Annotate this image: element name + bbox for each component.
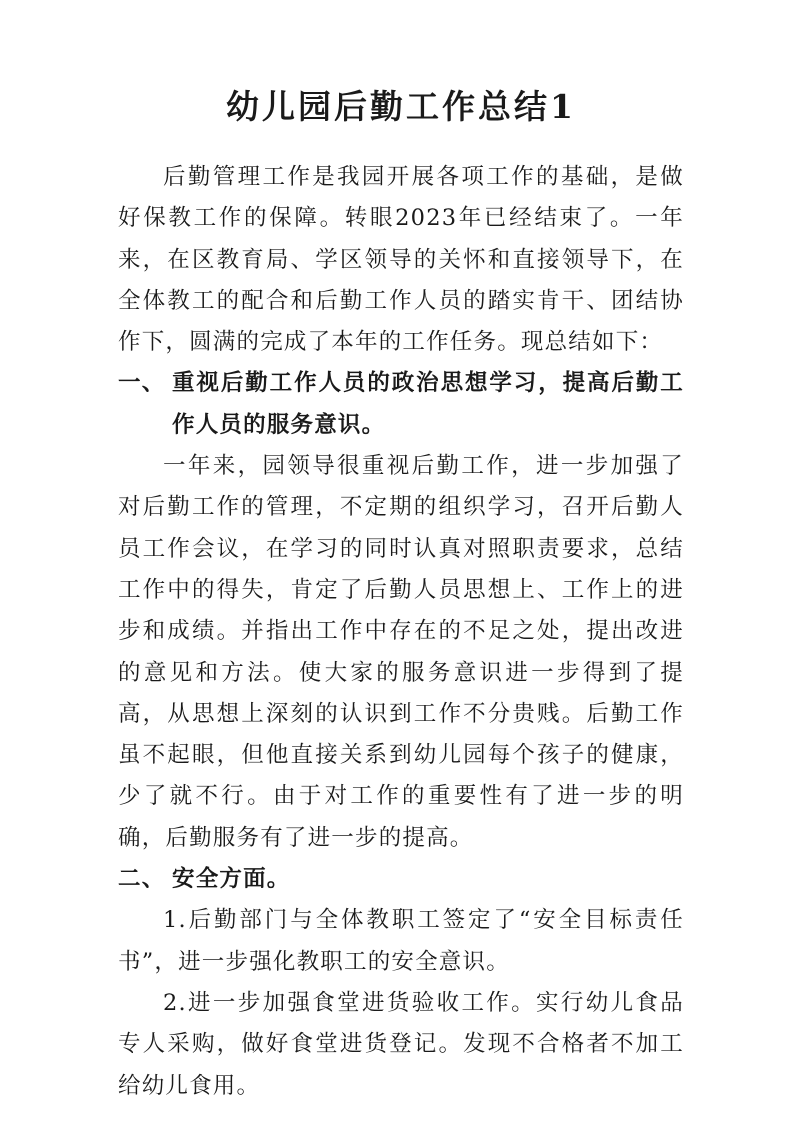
section-number: 二、 [118,866,166,893]
section-heading-text: 重视后勤工作人员的政治思想学习，提高后勤工作人员的服务意识。 [172,370,684,438]
section-heading-1 [118,363,684,446]
safety-item-1-paragraph: 1.后勤部门与全体教职工签定了“安全目标责任书”，进一步强化教职工的安全意识。 [118,907,684,975]
intro-paragraph: 后勤管理工作是我园开展各项工作的基础，是做好保教工作的保障。转眼2023年已经结束了。一年来，在区教育局、学区领导的关怀和直接领导下，在全体教工的配合和后勤工作人员的踏实肯干、团结协作下，圆满的完成了本年的工作任务。现总结如下： [118,164,684,356]
section-heading-text: 安全方面。 [172,866,291,893]
document-body [118,157,684,1107]
section-number: 一、 [118,370,166,397]
section-1-paragraph: 一年来，园领导很重视后勤工作，进一步加强了对后勤工作的管理，不定期的组织学习，召开后勤人员工作会议，在学习的同时认真对照职责要求，总结工作中的得失，肯定了后勤人员思想上、工作上的进步和成绩。并指出工作中存在的不足之处，提出改进的意见和方法。使大家的服务意识进一步得到了提高，从思想上深刻的认识到工作不分贵贱。后勤工作虽不起眼，但他直接关系到幼儿园每个孩子的健康，少了就不行。由于对工作的重要性有了进一步的明确，后勤服务有了进一步的提高。 [118,453,684,851]
section-heading-2 [118,859,684,900]
safety-item-2-paragraph: 2.进一步加强食堂进货验收工作。实行幼儿食品专人采购，做好食堂进货登记。发现不合格者不加工给幼儿食用。 [118,989,684,1099]
document-title: 幼儿园后勤工作总结1 [226,87,576,126]
